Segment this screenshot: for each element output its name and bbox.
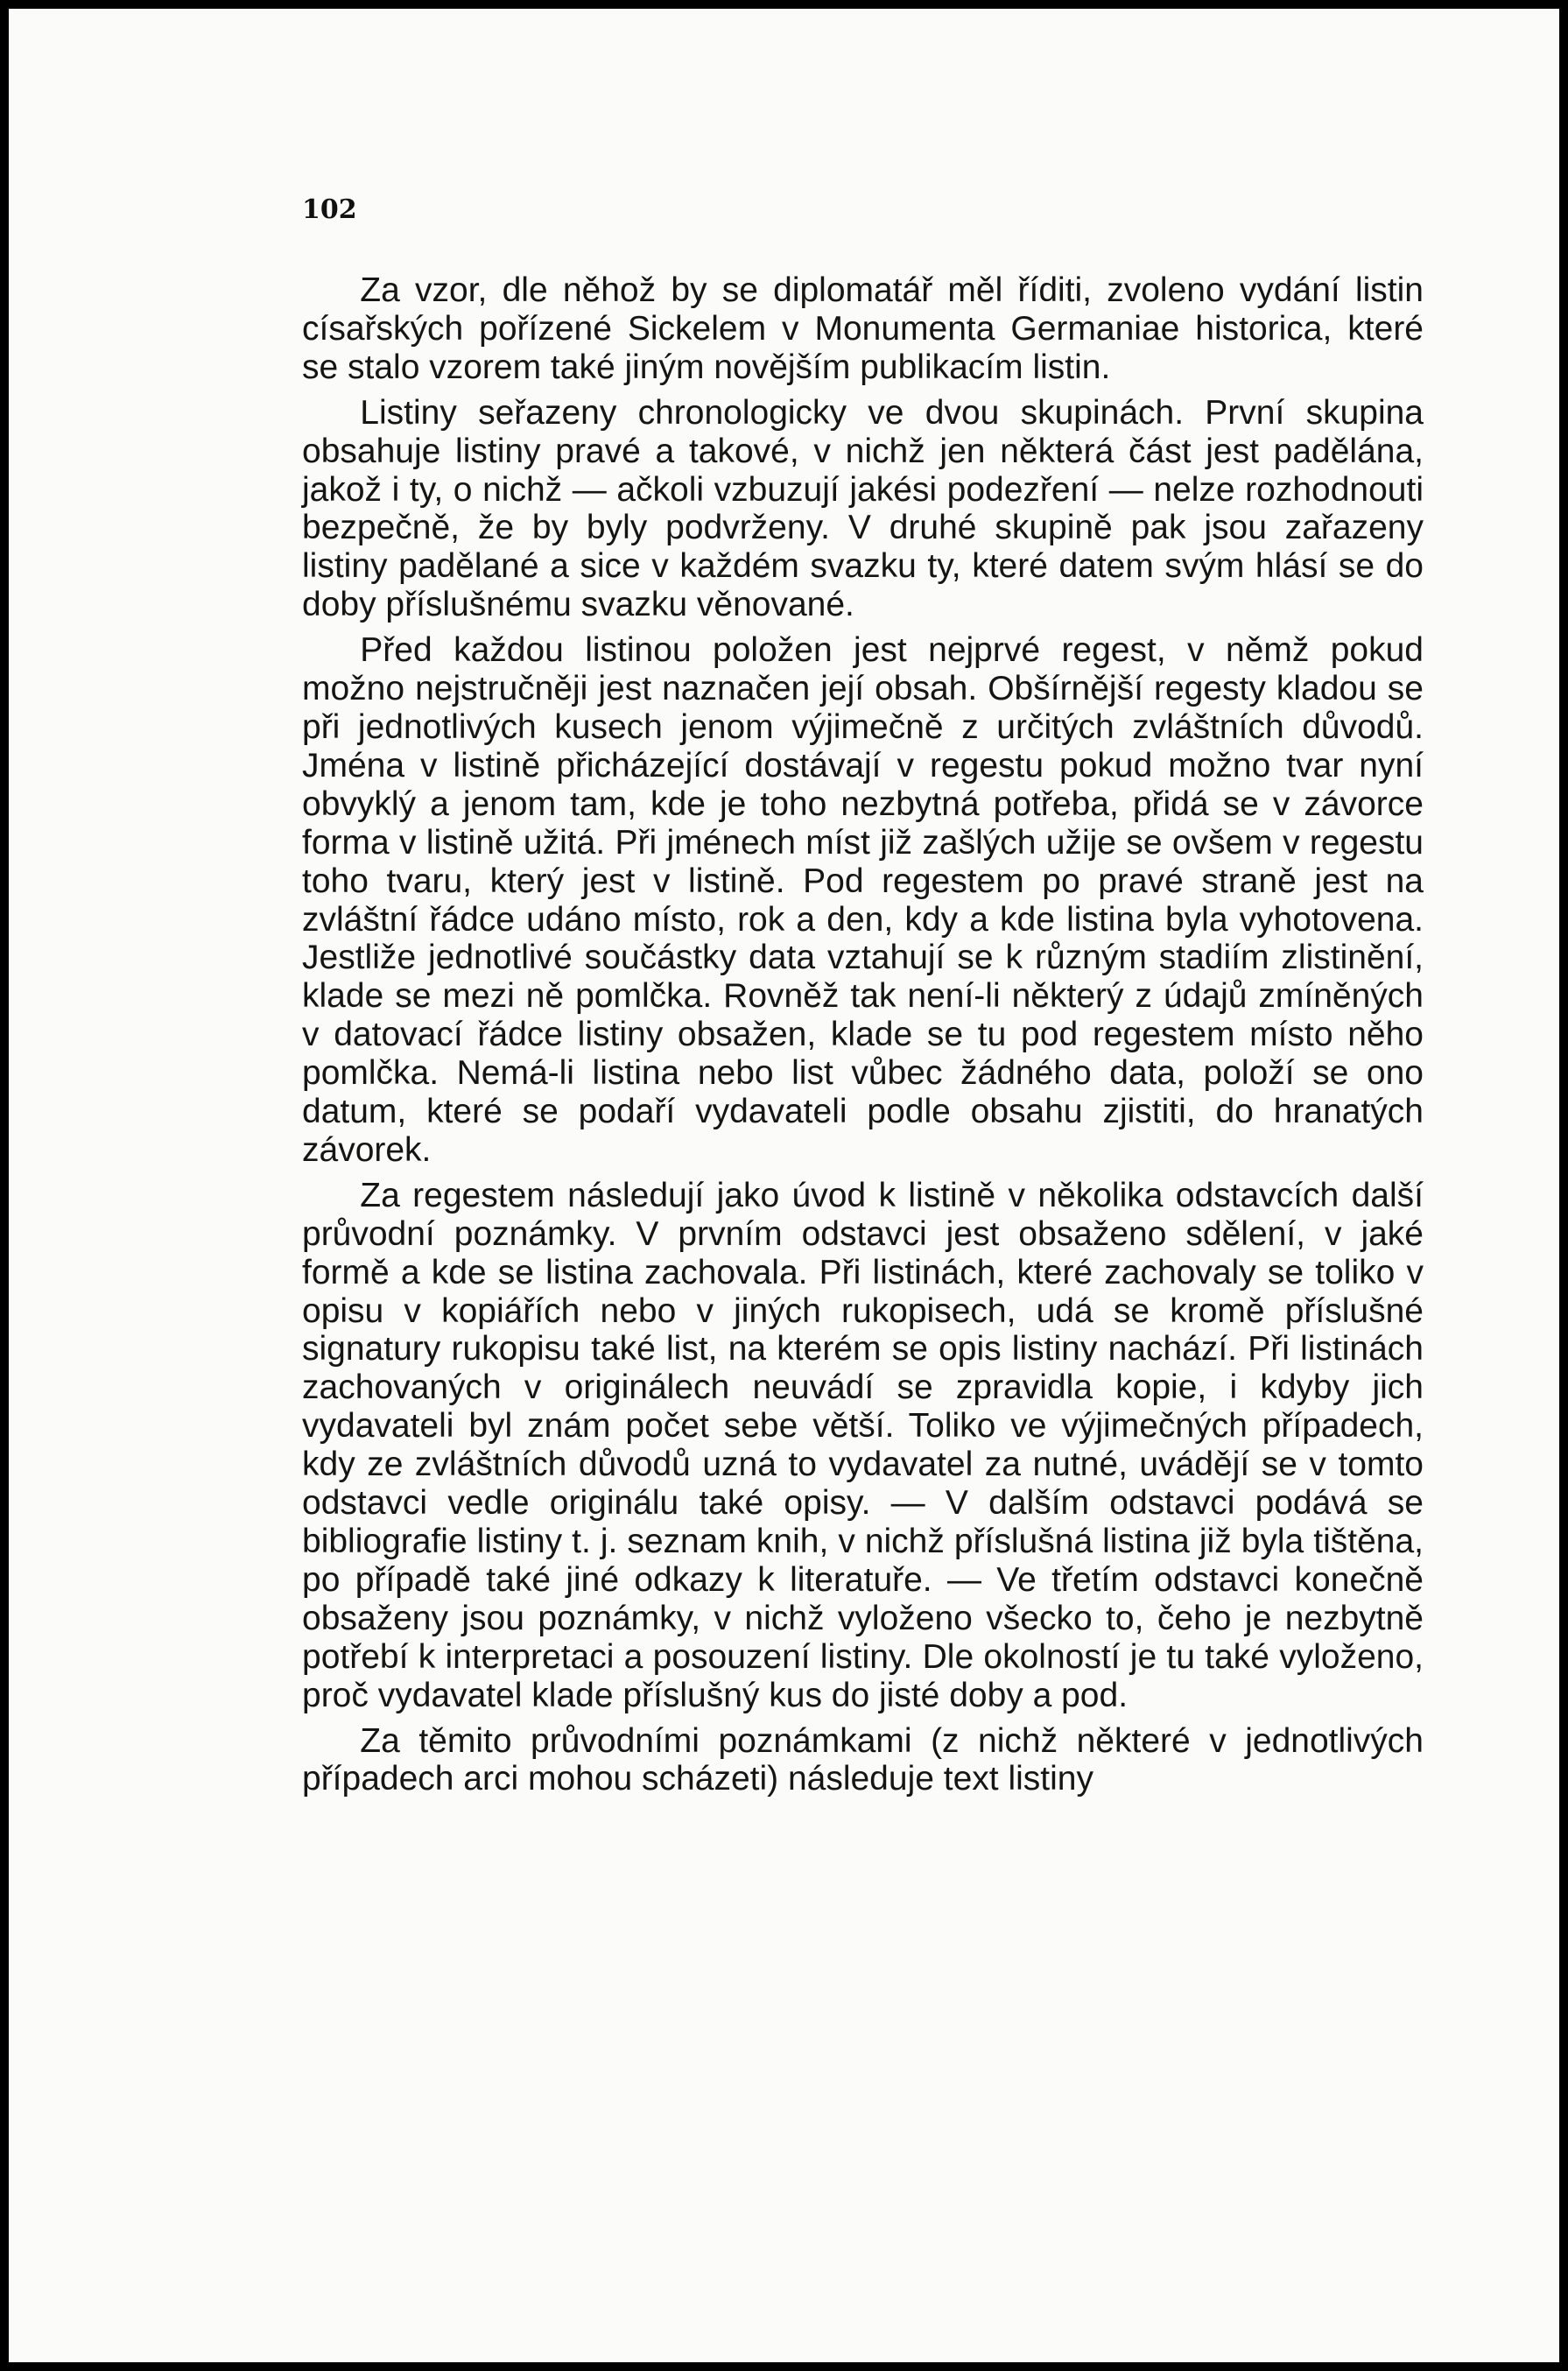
paragraph-diplomatar-model: Za vzor, dle něhož by se diplomatář měl říditi, zvoleno vydání listin císařských pořízené Sickelem v Monumenta Germaniae historica, které se stalo vzorem také jiným novějším publikacím listin.	[302, 271, 1424, 386]
paragraph-introductory-notes: Za regestem následují jako úvod k listině v několika odstavcích další průvodní poznámky. V prvním odstavci jest obsaženo sdělení, v jaké formě a kde se listina zachovala. Při listinách, které zachovaly se toliko v opisu v kopiářích nebo v jiných rukopisech, udá se kromě příslušné signatury rukopisu také list, na kterém se opis listiny nachází. Při listinách zachovaných v originálech neuvádí se zpravidla kopie, i kdyby jich vydavateli byl znám počet sebe větší. Toliko ve výjimečných případech, kdy ze zvláštních důvodů uzná to vydavatel za nutné, uvádějí se v tomto odstavci vedle originálu také opisy. — V dalším odstavci podává se bibliografie listiny t. j. seznam knih, v nichž příslušná listina již byla tištěna, po případě také jiné odkazy k literatuře. — Ve třetím odstavci konečně obsaženy jsou poznámky, v nichž vyloženo všecko to, čeho je nezbytně potřebí k interpretaci a posouzení listiny. Dle okolností je tu také vyloženo, proč vydavatel klade příslušný kus do jisté doby a pod.	[302, 1176, 1424, 1714]
book-page	[9, 9, 1559, 2362]
paragraph-chronological-groups: Listiny seřazeny chronologicky ve dvou skupinách. První skupina obsahuje listiny pravé a takové, v nichž jen některá část jest padělána, jakož i ty, o nichž — ačkoli vzbuzují jakési podezření — nelze rozhodnouti bezpečně, že by byly podvrženy. V druhé skupině pak jsou zařazeny listiny padělané a sice v každém svazku ty, které datem svým hlásí se do doby příslušnému svazku věnované.	[302, 393, 1424, 624]
body-text	[302, 271, 1424, 1798]
paragraph-regest: Před každou listinou položen jest nejprvé regest, v němž pokud možno nejstručněji jest naznačen její obsah. Obšírnější regesty kladou se při jednotlivých kusech jenom výjimečně z určitých zvláštních důvodů. Jména v listině přicházející dostávají v regestu pokud možno tvar nyní obvyklý a jenom tam, kde je toho nezbytná potřeba, přidá se v závorce forma v listině užitá. Při jménech míst již zašlých užije se ovšem v regestu toho tvaru, který jest v listině. Pod regestem po pravé straně jest na zvláštní řádce udáno místo, rok a den, kdy a kde listina byla vyhotovena. Jestliže jednotlivé součástky data vztahují se k různým stadiím zlistinění, klade se mezi ně pomlčka. Rovněž tak není-li některý z údajů zmíněných v datovací řádce listiny obsažen, klade se tu pod regestem místo něho pomlčka. Nemá-li listina nebo list vůbec žádného data, položí se ono datum, které se podaří vydavateli podle obsahu zjistiti, do hranatých závorek.	[302, 631, 1424, 1169]
page-number: 102	[302, 194, 357, 225]
paragraph-text-follows: Za těmito průvodními poznámkami (z nichž některé v jednotlivých případech arci mohou scházeti) následuje text listiny	[302, 1721, 1424, 1798]
